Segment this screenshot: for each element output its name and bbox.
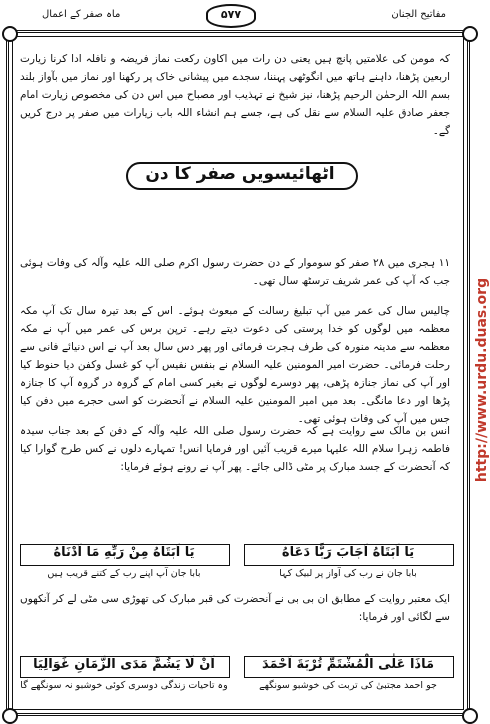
intro-paragraph: کہ مومن کی علامتیں پانچ ہیں یعنی دن رات میں اکاون رکعت نماز فریضہ و نافلہ ادا کرنا زیارت اربعین پڑھنا، داہنے ہاتھ میں انگوٹھی پہننا، سجدے میں پیشانی خاک پر رکھنا اور نماز میں بآواز بلند بسم اللہ الرحمٰن الرحیم پڑھنا، نیز شیخ نے تہذیب اور مصباح میں اس دن کی مخصوص زیارت امام جعفر صادق علیہ السلام سے نقل کی ہے، جسے ہم انشاء اللہ باب زیارات میں صفر پر درج کریں گے۔: [20, 53, 450, 137]
verse-translation-left: وہ تاحیات زندگی دوسری کوئی خوشبو نہ سونگھے گا: [20, 680, 228, 691]
page-header: [6, 4, 476, 26]
page-number: ۵۷۷: [206, 4, 256, 28]
paragraph-wafat: ۱۱ ہجری میں ۲۸ صفر کو سوموار کے دن حضرت رسول اکرم صلی اللہ علیہ وآلہ کی وفات ہوئی جب کہ آپ کی عمر شریف ترسٹھ سال تھی۔: [20, 257, 450, 287]
verse-arabic-left: اَنْ لَا یَشُمَّ مَدَی الزَّمَانِ غَوَالِیَا: [33, 657, 215, 672]
verse-row-2: [20, 656, 452, 694]
side-watermark: [474, 110, 490, 650]
frame-corner-ornament: [2, 26, 18, 42]
paragraph-turbat: ایک معتبر روایت کے مطابق ان بی بی نے آنحضرت کی قبر مبارک کی تھوڑی سی مٹی لے کر آنکھوں سے لگائی اور فرمایا:: [20, 593, 450, 623]
verse-arabic-right: مَاذَا عَلٰی الْمُشْتَمِّ تُرْبَةَ اَحْمَدَ: [261, 657, 435, 672]
section-title: اٹھائیسویں صفر کا دن: [145, 164, 335, 184]
header-left-title: ماہ صفر کے اعمال: [42, 9, 121, 20]
verse-translation-right: جو احمد مجتبیٰ کی تربت کی خوشبو سونگھے: [259, 680, 437, 691]
paragraph-anas: انس بن مالک سے روایت ہے کہ حضرت رسول صلی اللہ علیہ وآلہ کے دفن کے بعد جناب سیدہ فاطمہ زہرا سلام اللہ علیہا میرے قریب آئیں اور فرمایا انس! تمہارے دلوں نے کس طرح گوارا کیا کہ آنحضرت کے جسد مبارک پر مٹی ڈالی جائے۔ پھر آپ نے رونے ہوئے فرمایا:: [20, 425, 450, 473]
watermark-url: http://www.urdu.duas.org: [474, 277, 490, 483]
book-page: [6, 4, 476, 718]
verse-row-1: [20, 544, 452, 582]
verse-translation-left: بابا جان آپ اپنے رب کے کتنے قریب ہیں: [47, 568, 201, 579]
paragraph-life: چالیس سال کی عمر میں آپ تبلیغ رسالت کے مبعوث ہوئے۔ اس کے بعد تیرہ سال تک آپ مکہ معظمہ میں لوگوں کو خدا پرستی کی دعوت دیتے رہے۔ ترپن برس کی عمر میں آپ نے مکہ معظمہ سے مدینہ منورہ کی طرف ہجرت فرمائی اور پھر دس سال بعد آپ نے اس دنیائے فانی سے رحلت فرمائی۔ حضرت امیر المومنین علیہ السلام نے بنفس نفیس آپ کو غسل وکفن دیا حنوط کیا اور آپ کی نماز جنازہ پڑھی، پھر دوسرے لوگوں نے بغیر کسی امام کے گروہ در گروہ آپ کا جنازہ پڑھا اور دعا مانگی۔ بعد میں امیر المومنین علیہ السلام نے آنحضرت کو اسی حجرے میں دفن کیا جس میں آپ کی وفات ہوئی تھی۔: [20, 305, 450, 425]
section-heading: [126, 156, 354, 190]
header-right-title: مفاتیح الجنان: [391, 9, 446, 20]
frame-corner-ornament: [462, 26, 478, 42]
verse-translation-right: بابا جان نے رب کی آواز پر لبیک کہا: [279, 568, 417, 579]
verse-arabic-right: یَا اَبَتَاهُ اَجَابَ رَبًّا دَعَاهُ: [281, 545, 415, 560]
verse-arabic-left: یَا اَبَتَاهُ مِنْ رَبِّهِ مَا اَدْنَاهُ: [53, 545, 195, 560]
